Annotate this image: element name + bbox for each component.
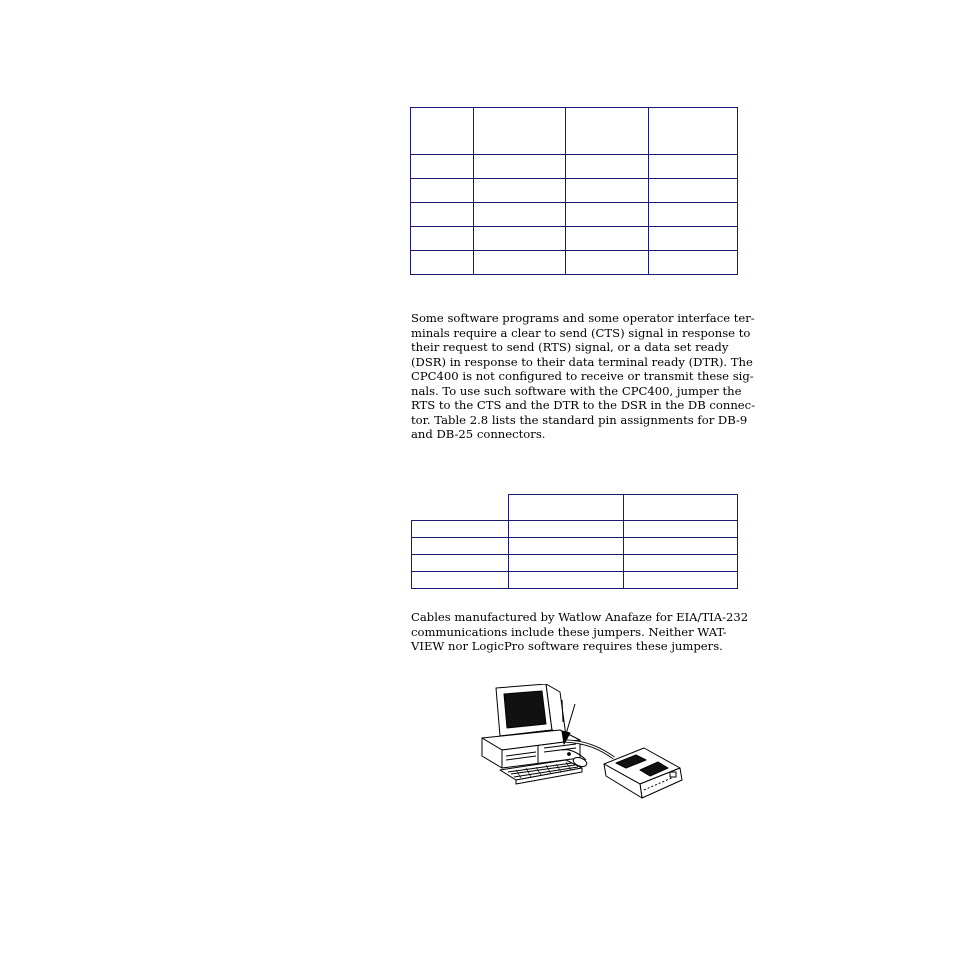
table-row [411,155,738,179]
table-row [411,251,738,275]
table-row [411,203,738,227]
text-line: Cables manufactured by Watlow Anafaze for EIA/TIA-232 [411,610,749,624]
cpc400-controller-icon [604,748,682,798]
text-line: nals. To use such software with the CPC400, jumper the [411,383,742,398]
text-line: tor. Table 2.8 lists the standard pin assignments for DB-9 [411,412,748,427]
text-line: communications include these jumpers. Neither WAT- [411,624,727,639]
text-line: Some software programs and some operator interface ter- [411,311,755,325]
table-row [411,179,738,203]
signal-table [410,107,738,275]
text-line: (DSR) in response to their data terminal ready (DTR). The [411,354,753,369]
text-line: their request to send (RTS) signal, or a data set ready [411,340,729,354]
cables-note-paragraph [411,610,751,654]
table-header-row [412,495,738,521]
table-row [412,555,738,572]
table-row [411,227,738,251]
text-line: and DB-25 connectors. [411,427,546,441]
pin-assignment-table [411,494,738,589]
table-row [412,521,738,538]
table-header-row [411,108,738,155]
text-line: minals require a clear to send (CTS) signal in response to [411,325,751,340]
table-row [412,538,738,555]
text-line: CPC400 is not configured to receive or transmit these sig- [411,369,754,383]
jumper-explanation-paragraph [411,311,756,442]
text-line: VIEW nor LogicPro software requires these jumpers. [411,639,723,653]
computer-controller-illustration [476,684,688,800]
text-line: RTS to the CTS and the DTR to the DSR in the DB connec- [411,398,756,412]
table-row [412,572,738,589]
